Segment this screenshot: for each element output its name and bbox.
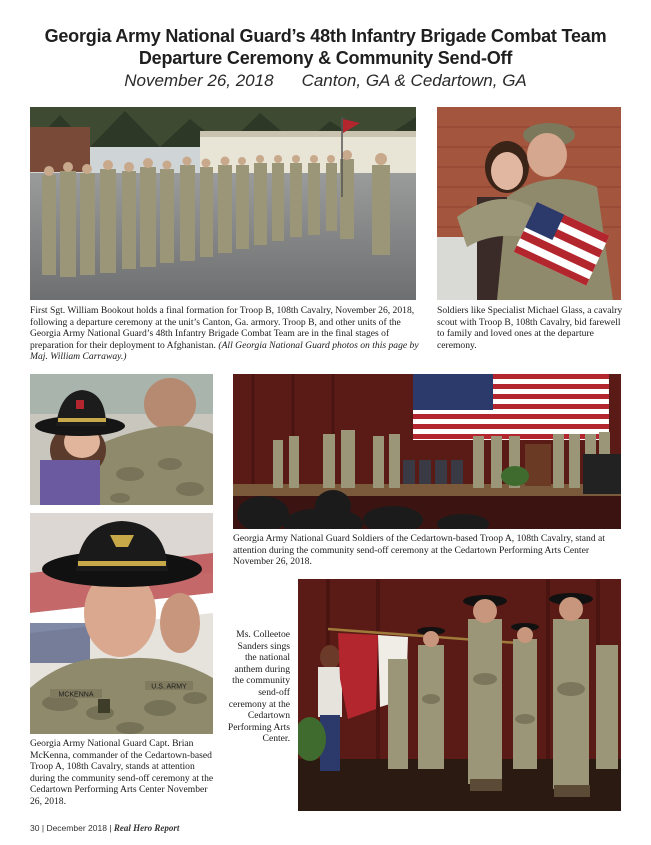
event-date: November 26, 2018 xyxy=(124,71,274,90)
issue-date: December 2018 xyxy=(46,823,107,833)
page-title-line1: Georgia Army National Guard’s 48th Infantry Brigade Combat Team xyxy=(44,26,607,46)
footer-separator-1: | xyxy=(41,823,45,833)
page-subtitle xyxy=(0,71,651,91)
photo-captain xyxy=(30,513,213,734)
page-number: 30 xyxy=(30,823,40,833)
footer-separator-2: | xyxy=(109,823,112,833)
photo-child-hat xyxy=(30,374,213,505)
caption-formation-text: First Sgt. William Bookout holds a final formation for Troop B, 108th Cavalry, November 26, 2018, following a departure ceremony at the unit’s Canton, Ga. armory. Troop B, and other units of the Georgia Army National Guard’s 48th Infantry Brigade Combat Team are in the final stages of preparation for their deployment to Afghanistan. xyxy=(30,305,415,351)
caption-captain: Georgia Army National Guard Capt. Brian McKenna, commander of the Cedartown-based Troop A, 108th Cavalry, stands at attention during the community send-off ceremony at the Cedartown Performing Arts Center November 26, 2018. xyxy=(30,738,214,807)
photo-credit: (All Georgia National Guard photos on this page by Maj. William Carraway.) xyxy=(30,339,419,363)
photo-hug xyxy=(437,107,621,300)
photo-formation xyxy=(30,107,416,300)
caption-hug: Soldiers like Specialist Michael Glass, a cavalry scout with Troop B, 108th Cavalry, bid farewell to family and loved ones at the departure ceremony. xyxy=(437,305,623,351)
name-tape: MCKENNA xyxy=(58,691,94,699)
page-title-line2: Departure Ceremony & Community Send-Off xyxy=(138,48,513,68)
photo-stage-ceremony xyxy=(233,374,621,529)
caption-singer: Ms. Colleetoe Sanders sings the national anthem during the community send-off ceremony at the Cedartown Performing Arts Center. xyxy=(227,629,290,745)
caption-formation xyxy=(30,305,422,363)
event-locations: Canton, GA & Cedartown, GA xyxy=(301,71,527,90)
page-footer xyxy=(30,823,179,833)
photo-singer-color-guard xyxy=(298,579,621,811)
uniform-tape: U.S. ARMY xyxy=(151,683,187,691)
caption-stage: Georgia Army National Guard Soldiers of the Cedartown-based Troop A, 108th Cavalry, stand at attention during the community send-off ceremony at the Cedartown Performing Arts Center November 26, 2018. xyxy=(233,533,605,568)
publication-name: Real Hero Report xyxy=(113,823,180,833)
